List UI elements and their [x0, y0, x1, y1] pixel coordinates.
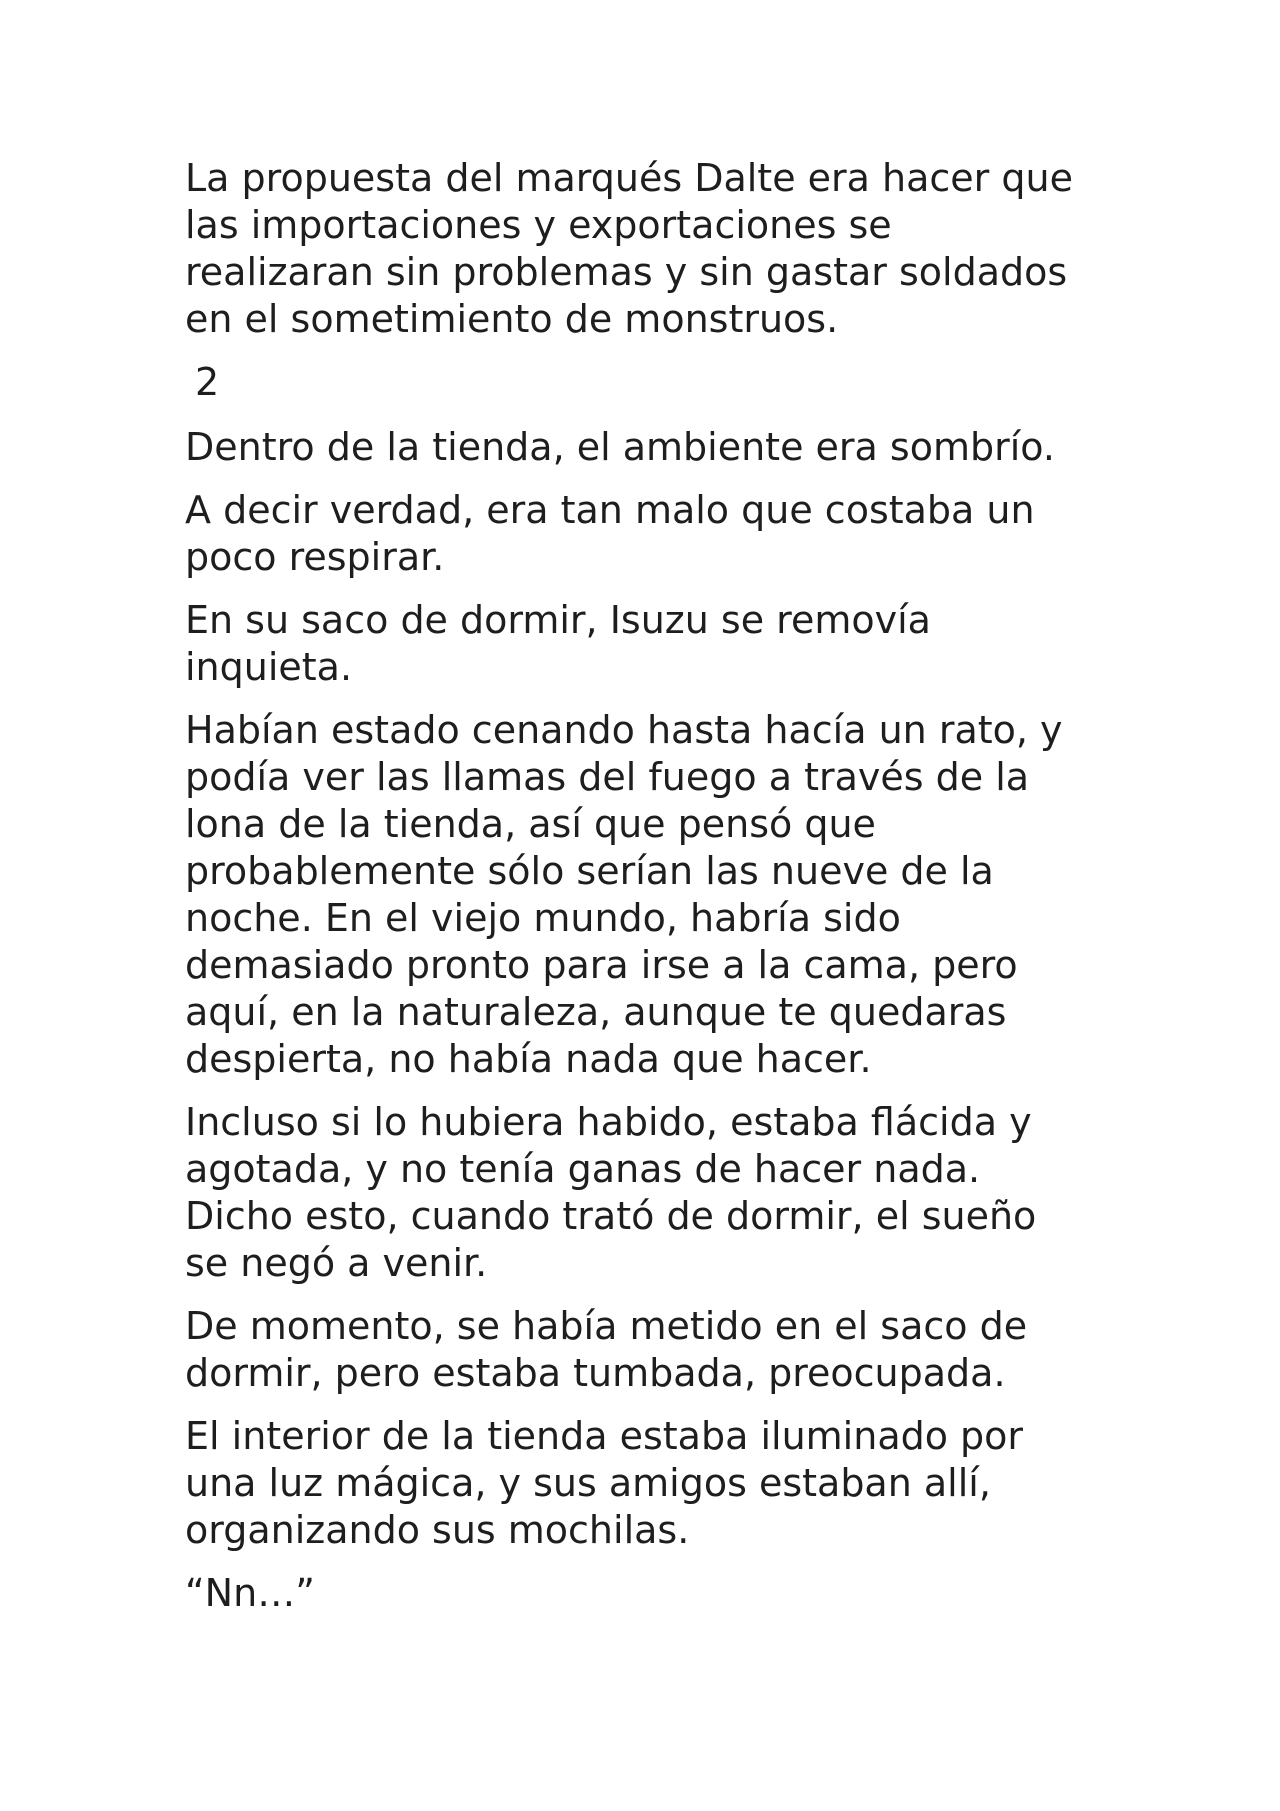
- document-page: [185, 155, 1125, 1633]
- paragraph-7: [185, 1303, 1125, 1397]
- text-line: demasiado pronto para irse a la cama, pero: [185, 943, 1018, 987]
- text-line: probablemente sólo serían las nueve de la: [185, 849, 994, 893]
- text-line: en el sometimiento de monstruos.: [185, 297, 839, 341]
- paragraph-3: [185, 487, 1125, 581]
- text-line: Dentro de la tienda, el ambiente era sombrío.: [185, 425, 1055, 469]
- paragraph-2: [185, 424, 1125, 471]
- section-number: 2: [195, 360, 220, 404]
- text-line: organizando sus mochilas.: [185, 1508, 690, 1552]
- text-line: podía ver las llamas del fuego a través de la: [185, 755, 1030, 799]
- text-line: “Nn…”: [185, 1571, 315, 1615]
- text-line: La propuesta del marqués Dalte era hacer que: [185, 156, 1073, 200]
- text-line: Incluso si lo hubiera habido, estaba flácida y: [185, 1100, 1032, 1144]
- text-line: lona de la tienda, así que pensó que: [185, 802, 876, 846]
- text-line: inquieta.: [185, 645, 353, 689]
- text-line: las importaciones y exportaciones se: [185, 203, 892, 247]
- text-line: aquí, en la naturaleza, aunque te quedaras: [185, 990, 1007, 1034]
- text-line: A decir verdad, era tan malo que costaba un: [185, 488, 1035, 532]
- paragraph-6: [185, 1099, 1125, 1287]
- paragraph-9: [185, 1570, 1125, 1617]
- text-line: El interior de la tienda estaba iluminado por: [185, 1414, 1024, 1458]
- text-line: dormir, pero estaba tumbada, preocupada.: [185, 1351, 1006, 1395]
- paragraph-8: [185, 1413, 1125, 1554]
- text-line: De momento, se había metido en el saco de: [185, 1304, 1028, 1348]
- text-line: una luz mágica, y sus amigos estaban allí,: [185, 1461, 991, 1505]
- text-line: Habían estado cenando hasta hacía un rato, y: [185, 708, 1063, 752]
- text-line: Dicho esto, cuando trató de dormir, el sueño: [185, 1194, 1037, 1238]
- text-line: se negó a venir.: [185, 1241, 488, 1285]
- paragraph-1: [185, 155, 1125, 343]
- text-line: realizaran sin problemas y sin gastar soldados: [185, 250, 1068, 294]
- text-line: En su saco de dormir, Isuzu se removía: [185, 598, 931, 642]
- text-line: despierta, no había nada que hacer.: [185, 1037, 872, 1081]
- paragraph-4: [185, 597, 1125, 691]
- text-line: noche. En el viejo mundo, habría sido: [185, 896, 901, 940]
- text-line: agotada, y no tenía ganas de hacer nada.: [185, 1147, 981, 1191]
- paragraph-5: [185, 707, 1125, 1083]
- text-line: poco respirar.: [185, 535, 445, 579]
